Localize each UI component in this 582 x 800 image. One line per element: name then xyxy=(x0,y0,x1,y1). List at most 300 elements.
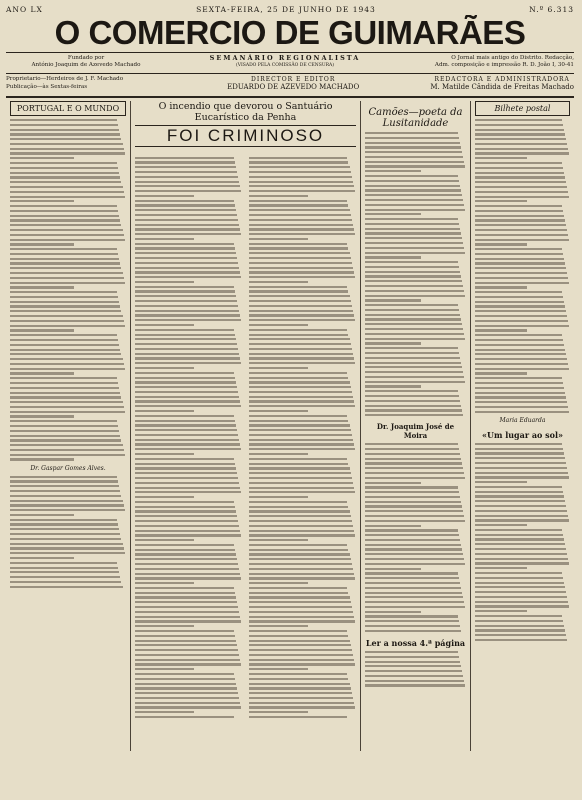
text-line xyxy=(365,204,464,206)
text-line xyxy=(249,247,349,249)
text-line xyxy=(365,534,459,536)
text-line xyxy=(249,587,348,589)
col4-text xyxy=(475,119,570,413)
text-line xyxy=(10,586,123,588)
text-line xyxy=(10,420,117,422)
text-line xyxy=(249,396,353,398)
text-line xyxy=(10,581,121,583)
text-line xyxy=(365,333,464,335)
text-line xyxy=(365,496,460,498)
text-line xyxy=(249,573,354,575)
masthead-info xyxy=(6,53,574,74)
text-line xyxy=(475,191,568,193)
text-line xyxy=(475,291,562,293)
text-line xyxy=(10,191,124,193)
text-line xyxy=(249,515,351,517)
text-line xyxy=(249,659,354,661)
column-3 xyxy=(361,101,471,751)
text-line xyxy=(249,310,353,312)
text-line xyxy=(135,668,194,670)
text-line xyxy=(475,491,563,493)
text-line xyxy=(475,148,568,150)
text-line xyxy=(475,586,565,588)
text-line xyxy=(249,338,350,340)
text-line xyxy=(249,472,351,474)
text-line xyxy=(10,444,123,446)
text-line xyxy=(475,457,565,459)
text-line xyxy=(135,247,235,249)
text-line xyxy=(10,415,74,417)
text-line xyxy=(249,324,308,326)
text-line xyxy=(249,243,348,245)
text-line xyxy=(10,181,121,183)
text-line xyxy=(10,196,125,198)
text-line xyxy=(249,429,351,431)
text-line xyxy=(249,716,348,718)
text-line xyxy=(365,505,462,507)
text-line xyxy=(249,161,349,163)
text-line xyxy=(365,366,462,368)
text-line xyxy=(365,304,458,306)
text-line xyxy=(249,348,352,350)
text-line xyxy=(10,567,118,569)
text-line xyxy=(10,176,120,178)
text-line xyxy=(365,199,463,201)
editor-label: REDACTORA E ADMINISTRADORA xyxy=(434,76,570,83)
text-line xyxy=(135,654,239,656)
masthead: O COMERCIO DE GUIMARÃES xyxy=(6,15,574,53)
text-line xyxy=(365,242,463,244)
text-line xyxy=(135,314,240,316)
text-line xyxy=(365,510,463,512)
text-line xyxy=(365,620,459,622)
text-line xyxy=(135,357,240,359)
text-line xyxy=(135,673,234,675)
text-line xyxy=(475,239,569,241)
text-line xyxy=(10,277,124,279)
issue-number: N.º 6.313 xyxy=(529,5,574,14)
text-line xyxy=(475,452,564,454)
text-line xyxy=(249,640,350,642)
text-line xyxy=(135,429,237,431)
text-line xyxy=(135,166,236,168)
text-line xyxy=(249,611,353,613)
text-line xyxy=(475,577,563,579)
text-line xyxy=(10,282,125,284)
text-line xyxy=(135,592,235,594)
text-line xyxy=(135,692,238,694)
text-line xyxy=(365,656,459,658)
text-line xyxy=(475,401,567,403)
text-line xyxy=(365,491,459,493)
text-line xyxy=(475,320,568,322)
text-line xyxy=(365,290,464,292)
text-line xyxy=(10,368,125,370)
text-line xyxy=(135,300,237,302)
text-line xyxy=(365,146,461,148)
text-line xyxy=(475,267,566,269)
text-line xyxy=(249,582,308,584)
text-line xyxy=(10,296,118,298)
text-line xyxy=(249,290,349,292)
oldest-note: O Jornal mais antigo do Distrito. Redacção, xyxy=(451,55,574,61)
text-line xyxy=(249,616,354,618)
text-line xyxy=(249,553,350,555)
text-line xyxy=(249,448,355,450)
text-line xyxy=(475,505,566,507)
text-line xyxy=(475,543,565,545)
text-line xyxy=(475,296,563,298)
text-line xyxy=(475,129,564,131)
text-line xyxy=(475,349,565,351)
text-line xyxy=(135,544,234,546)
text-line xyxy=(249,415,348,417)
text-line xyxy=(365,362,461,364)
text-line xyxy=(475,382,563,384)
text-line xyxy=(10,454,125,456)
text-line xyxy=(135,539,194,541)
text-line xyxy=(475,119,562,121)
text-line xyxy=(475,219,565,221)
text-line xyxy=(135,434,238,436)
text-line xyxy=(10,401,123,403)
text-line xyxy=(365,376,464,378)
text-line xyxy=(365,409,462,411)
col3-text-3 xyxy=(365,651,466,687)
text-line xyxy=(135,663,241,665)
text-line xyxy=(249,558,351,560)
text-line xyxy=(10,152,125,154)
text-line xyxy=(475,344,564,346)
text-line xyxy=(10,476,117,478)
text-line xyxy=(249,568,353,570)
text-line xyxy=(10,329,74,331)
text-line xyxy=(365,252,465,254)
text-line xyxy=(10,167,118,169)
text-line xyxy=(10,253,118,255)
text-line xyxy=(10,301,119,303)
text-line xyxy=(135,238,194,240)
text-line xyxy=(475,500,565,502)
text-line xyxy=(10,210,118,212)
col2-text-b xyxy=(249,154,357,721)
text-line xyxy=(365,142,460,144)
text-line xyxy=(365,194,462,196)
text-line xyxy=(475,133,565,135)
text-line xyxy=(10,243,74,245)
text-line xyxy=(365,132,458,134)
text-line xyxy=(135,161,235,163)
text-line xyxy=(10,129,119,131)
text-line xyxy=(135,487,240,489)
text-line xyxy=(475,392,565,394)
text-line xyxy=(475,486,562,488)
text-line xyxy=(249,276,355,278)
text-line xyxy=(249,286,348,288)
text-line xyxy=(475,448,563,450)
text-line xyxy=(10,552,125,554)
text-line xyxy=(135,573,240,575)
text-line xyxy=(10,205,117,207)
text-line xyxy=(365,232,461,234)
issue: ANO LX xyxy=(6,5,43,14)
text-line xyxy=(135,195,194,197)
text-line xyxy=(135,467,236,469)
text-line xyxy=(475,253,563,255)
text-line xyxy=(365,448,459,450)
text-line xyxy=(135,563,238,565)
text-line xyxy=(365,592,462,594)
text-line xyxy=(365,630,461,632)
text-line xyxy=(475,315,567,317)
text-line xyxy=(135,396,239,398)
text-line xyxy=(475,152,569,154)
text-line xyxy=(249,592,349,594)
text-line xyxy=(10,234,124,236)
text-line xyxy=(10,267,121,269)
text-line xyxy=(135,687,237,689)
text-line xyxy=(135,391,238,393)
text-line xyxy=(135,415,234,417)
text-line xyxy=(249,381,350,383)
text-line xyxy=(10,430,119,432)
text-line xyxy=(249,405,355,407)
text-line xyxy=(249,214,351,216)
col2-text-a xyxy=(135,154,243,721)
text-line xyxy=(249,281,308,283)
text-line xyxy=(249,233,355,235)
text-line xyxy=(249,377,349,379)
text-line xyxy=(10,425,118,427)
text-line xyxy=(475,215,564,217)
text-line xyxy=(135,276,241,278)
text-line xyxy=(365,486,458,488)
text-line xyxy=(249,343,351,345)
text-line xyxy=(365,544,461,546)
text-line xyxy=(135,616,240,618)
text-line xyxy=(135,353,239,355)
text-line xyxy=(365,665,461,667)
tagline: SEMANÁRIO REGIONALISTA xyxy=(209,54,361,62)
admin-note: Adm. composição e impressão R. D. João I, 30-41 xyxy=(434,62,574,68)
text-line xyxy=(475,411,569,413)
text-line xyxy=(249,267,353,269)
text-line xyxy=(135,305,238,307)
text-line xyxy=(10,504,124,506)
text-line xyxy=(475,305,565,307)
text-line xyxy=(10,200,74,202)
text-line xyxy=(135,558,237,560)
text-line xyxy=(135,443,240,445)
text-line xyxy=(10,305,120,307)
text-line xyxy=(135,228,240,230)
text-line xyxy=(249,372,348,374)
text-line xyxy=(10,229,123,231)
text-line xyxy=(365,189,461,191)
text-line xyxy=(135,343,237,345)
text-line xyxy=(475,368,569,370)
text-line xyxy=(249,228,354,230)
text-line xyxy=(10,480,118,482)
text-line xyxy=(365,295,465,297)
text-line xyxy=(135,338,236,340)
text-line xyxy=(475,467,567,469)
text-line xyxy=(135,644,237,646)
text-line xyxy=(249,520,352,522)
text-line xyxy=(249,702,354,704)
text-line xyxy=(249,683,350,685)
text-line xyxy=(365,553,463,555)
text-line xyxy=(135,506,235,508)
text-line xyxy=(365,601,464,603)
text-line xyxy=(135,482,239,484)
col1-author: Dr. Gaspar Gomes Alves. xyxy=(30,464,106,472)
text-line xyxy=(365,156,463,158)
text-line xyxy=(135,601,237,603)
text-line xyxy=(249,549,349,551)
col3-author: Dr. Joaquim José de Moira xyxy=(376,422,455,441)
text-line xyxy=(135,424,236,426)
text-line xyxy=(249,487,354,489)
text-line xyxy=(475,363,568,365)
text-line xyxy=(10,138,121,140)
date: SEXTA-FEIRA, 25 DE JUNHO DE 1943 xyxy=(196,5,376,14)
text-line xyxy=(365,651,458,653)
text-line xyxy=(365,228,460,230)
text-line xyxy=(135,281,194,283)
text-line xyxy=(249,534,355,536)
text-line xyxy=(10,124,118,126)
text-line xyxy=(475,224,566,226)
text-line xyxy=(135,157,234,159)
text-line xyxy=(365,223,459,225)
text-line xyxy=(10,162,117,164)
text-line xyxy=(10,485,119,487)
text-line xyxy=(365,520,465,522)
text-line xyxy=(135,420,235,422)
text-line xyxy=(135,329,234,331)
col3-title: Camões—poeta da Lusitanidade xyxy=(368,107,463,129)
text-line xyxy=(10,219,120,221)
text-line xyxy=(10,547,124,549)
text-line xyxy=(135,190,241,192)
text-line xyxy=(10,382,118,384)
text-line xyxy=(365,137,459,139)
text-line xyxy=(249,644,351,646)
text-line xyxy=(365,467,463,469)
director-label: DIRECTOR E EDITOR xyxy=(251,76,336,83)
text-line xyxy=(365,482,421,484)
text-line xyxy=(475,210,563,212)
text-line xyxy=(365,309,459,311)
text-line xyxy=(475,243,527,245)
owner: Proprietario—Herdeiros de J. F. Machado xyxy=(6,76,124,82)
text-line xyxy=(10,334,117,336)
columns xyxy=(6,101,574,751)
text-line xyxy=(365,170,421,172)
text-line xyxy=(475,548,566,550)
text-line xyxy=(365,661,460,663)
text-line xyxy=(249,314,354,316)
text-line xyxy=(365,577,459,579)
text-line xyxy=(10,523,118,525)
text-line xyxy=(249,563,352,565)
text-line xyxy=(365,318,461,320)
text-line xyxy=(135,587,234,589)
text-line xyxy=(10,439,121,441)
text-line xyxy=(249,525,353,527)
text-line xyxy=(135,252,236,254)
text-line xyxy=(249,482,353,484)
text-line xyxy=(365,185,460,187)
text-line xyxy=(135,702,240,704)
text-line xyxy=(135,606,238,608)
text-line xyxy=(475,510,567,512)
text-line xyxy=(10,396,121,398)
col1-text-2 xyxy=(10,476,126,588)
text-line xyxy=(475,495,564,497)
text-line xyxy=(249,606,352,608)
text-line xyxy=(365,529,458,531)
text-line xyxy=(249,209,350,211)
text-line xyxy=(10,458,74,460)
text-line xyxy=(365,596,463,598)
text-line xyxy=(475,339,563,341)
text-line xyxy=(135,525,239,527)
text-line xyxy=(475,262,565,264)
text-line xyxy=(365,462,462,464)
text-line xyxy=(10,325,125,327)
text-line xyxy=(365,684,465,686)
text-line xyxy=(475,476,569,478)
text-line xyxy=(249,367,308,369)
text-line xyxy=(135,477,238,479)
text-line xyxy=(249,453,308,455)
text-line xyxy=(135,176,238,178)
text-line xyxy=(365,357,460,359)
text-line xyxy=(249,635,349,637)
text-line xyxy=(249,630,348,632)
text-line xyxy=(365,151,462,153)
text-line xyxy=(10,310,121,312)
text-line xyxy=(249,467,350,469)
text-line xyxy=(135,204,235,206)
text-line xyxy=(135,405,241,407)
text-line xyxy=(135,463,235,465)
text-line xyxy=(135,324,194,326)
text-line xyxy=(135,640,236,642)
text-line xyxy=(249,176,352,178)
text-line xyxy=(365,558,464,560)
text-line xyxy=(135,214,237,216)
text-line xyxy=(135,367,194,369)
text-line xyxy=(135,386,237,388)
publish: Publicação—às Sextas-feiras xyxy=(6,83,88,90)
text-line xyxy=(475,615,562,617)
text-line xyxy=(249,668,308,670)
text-line xyxy=(10,248,117,250)
text-line xyxy=(365,266,459,268)
text-line xyxy=(10,172,119,174)
text-line xyxy=(249,424,350,426)
text-line xyxy=(475,176,565,178)
text-line xyxy=(249,386,351,388)
text-line xyxy=(249,458,348,460)
text-line xyxy=(10,239,125,241)
text-line xyxy=(135,549,235,551)
text-line xyxy=(365,680,464,682)
text-line xyxy=(249,463,349,465)
